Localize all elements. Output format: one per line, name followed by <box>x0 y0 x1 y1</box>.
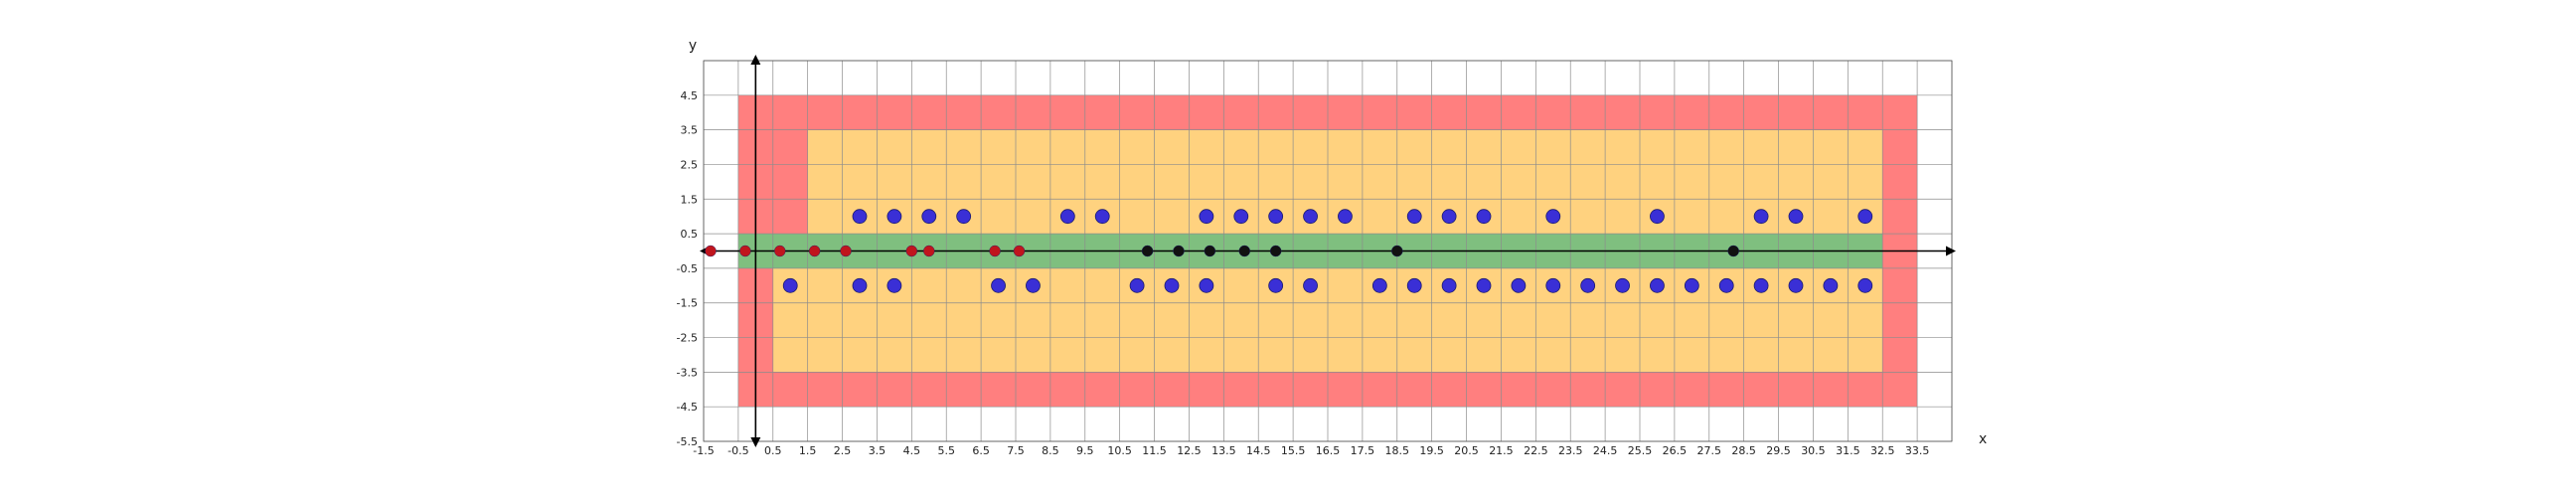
red-point <box>1014 246 1025 256</box>
x-tick-label: 31.5 <box>1836 444 1860 457</box>
x-tick-label: 16.5 <box>1315 444 1341 457</box>
y-tick-label: -3.5 <box>676 366 698 380</box>
blue-point <box>1269 210 1283 224</box>
black-point <box>1391 246 1402 256</box>
x-tick-label: 27.5 <box>1696 444 1722 457</box>
blue-point <box>1616 278 1630 292</box>
blue-point <box>783 278 797 292</box>
blue-point <box>1060 210 1074 224</box>
black-point <box>1205 246 1215 256</box>
red-point <box>705 246 716 256</box>
x-tick-label: 14.5 <box>1245 444 1271 457</box>
blue-point <box>1026 278 1040 292</box>
blue-point <box>1130 278 1144 292</box>
x-tick-label: 3.5 <box>868 444 886 457</box>
blue-point <box>1512 278 1526 292</box>
x-tick-label: 25.5 <box>1627 444 1653 457</box>
blue-point <box>1442 278 1456 292</box>
blue-point <box>853 278 867 292</box>
y-tick-label: 2.5 <box>680 158 698 172</box>
y-tick-label: -5.5 <box>676 435 698 448</box>
blue-point <box>887 210 901 224</box>
blue-point <box>1754 210 1768 224</box>
red-point <box>990 246 1001 256</box>
blue-point <box>1200 210 1213 224</box>
red-point <box>739 246 750 256</box>
y-tick-label: 3.5 <box>680 123 698 137</box>
blue-point <box>1858 278 1872 292</box>
black-point <box>1142 246 1153 256</box>
x-tick-label: 10.5 <box>1107 444 1132 457</box>
blue-point <box>1789 278 1803 292</box>
blue-point <box>1685 278 1698 292</box>
x-tick-label: 23.5 <box>1557 444 1583 457</box>
blue-point <box>1789 210 1803 224</box>
y-tick-label: -2.5 <box>676 331 698 345</box>
x-tick-label: 17.5 <box>1350 444 1375 457</box>
blue-point <box>1442 210 1456 224</box>
x-tick-label: 6.5 <box>972 444 990 457</box>
x-tick-label: 15.5 <box>1280 444 1306 457</box>
blue-point <box>1234 210 1248 224</box>
x-tick-label: 5.5 <box>937 444 955 457</box>
red-point <box>809 246 820 256</box>
x-tick-label: 11.5 <box>1142 444 1167 457</box>
blue-point <box>957 210 971 224</box>
blue-point <box>1372 278 1386 292</box>
x-tick-label: 32.5 <box>1869 444 1895 457</box>
y-axis-label: y <box>688 38 698 54</box>
y-axis-arrow-down <box>750 437 760 447</box>
blue-point <box>992 278 1006 292</box>
x-tick-label: 0.5 <box>764 444 782 457</box>
blue-point <box>1338 210 1352 224</box>
blue-point <box>1754 278 1768 292</box>
x-tick-label: 2.5 <box>833 444 852 457</box>
blue-point <box>887 278 901 292</box>
blue-point <box>1824 278 1838 292</box>
y-tick-label: 1.5 <box>680 193 698 207</box>
blue-point <box>922 210 936 224</box>
blue-point <box>1095 210 1109 224</box>
x-tick-label: -1.5 <box>693 444 715 457</box>
y-tick-label: -4.5 <box>676 401 698 415</box>
x-tick-label: 1.5 <box>798 444 817 457</box>
blue-point <box>1650 278 1664 292</box>
black-point <box>1728 246 1739 256</box>
x-axis-arrow-right <box>1946 247 1956 256</box>
x-tick-label: 7.5 <box>1007 444 1025 457</box>
x-tick-label: 21.5 <box>1489 444 1514 457</box>
blue-point <box>853 210 867 224</box>
black-point <box>1270 246 1281 256</box>
blue-point <box>1477 210 1491 224</box>
black-point <box>1239 246 1250 256</box>
blue-point <box>1719 278 1733 292</box>
x-tick-label: 19.5 <box>1419 444 1444 457</box>
x-tick-label: 29.5 <box>1766 444 1791 457</box>
x-tick-label: 4.5 <box>902 444 921 457</box>
y-tick-label: -1.5 <box>676 296 698 310</box>
x-tick-label: 9.5 <box>1076 444 1094 457</box>
x-tick-label: 22.5 <box>1524 444 1548 457</box>
black-point <box>1173 246 1184 256</box>
blue-point <box>1407 210 1421 224</box>
blue-point <box>1200 278 1213 292</box>
y-axis-arrow-up <box>750 55 760 65</box>
blue-point <box>1407 278 1421 292</box>
blue-point <box>1304 210 1318 224</box>
x-tick-label: 26.5 <box>1662 444 1688 457</box>
x-tick-label: 30.5 <box>1801 444 1826 457</box>
red-point <box>774 246 785 256</box>
blue-point <box>1269 278 1283 292</box>
x-tick-label: 28.5 <box>1731 444 1756 457</box>
blue-point <box>1304 278 1318 292</box>
y-tick-label: -0.5 <box>676 261 698 275</box>
blue-point <box>1165 278 1179 292</box>
red-point <box>841 246 852 256</box>
y-tick-label: 0.5 <box>680 228 698 242</box>
x-tick-label: 13.5 <box>1211 444 1236 457</box>
red-point <box>906 246 917 256</box>
x-axis-label: x <box>1979 431 1988 447</box>
y-tick-label: 4.5 <box>680 88 698 102</box>
blue-point <box>1650 210 1664 224</box>
x-tick-label: 24.5 <box>1592 444 1618 457</box>
x-tick-label: 20.5 <box>1454 444 1479 457</box>
blue-point <box>1581 278 1595 292</box>
blue-point <box>1858 210 1872 224</box>
blue-point <box>1546 278 1560 292</box>
x-tick-label: 33.5 <box>1904 444 1930 457</box>
x-tick-label: 12.5 <box>1177 444 1202 457</box>
x-tick-label: 18.5 <box>1384 444 1410 457</box>
blue-point <box>1477 278 1491 292</box>
red-point <box>923 246 934 256</box>
x-tick-label: 8.5 <box>1042 444 1059 457</box>
x-tick-label: -0.5 <box>727 444 749 457</box>
blue-point <box>1546 210 1560 224</box>
